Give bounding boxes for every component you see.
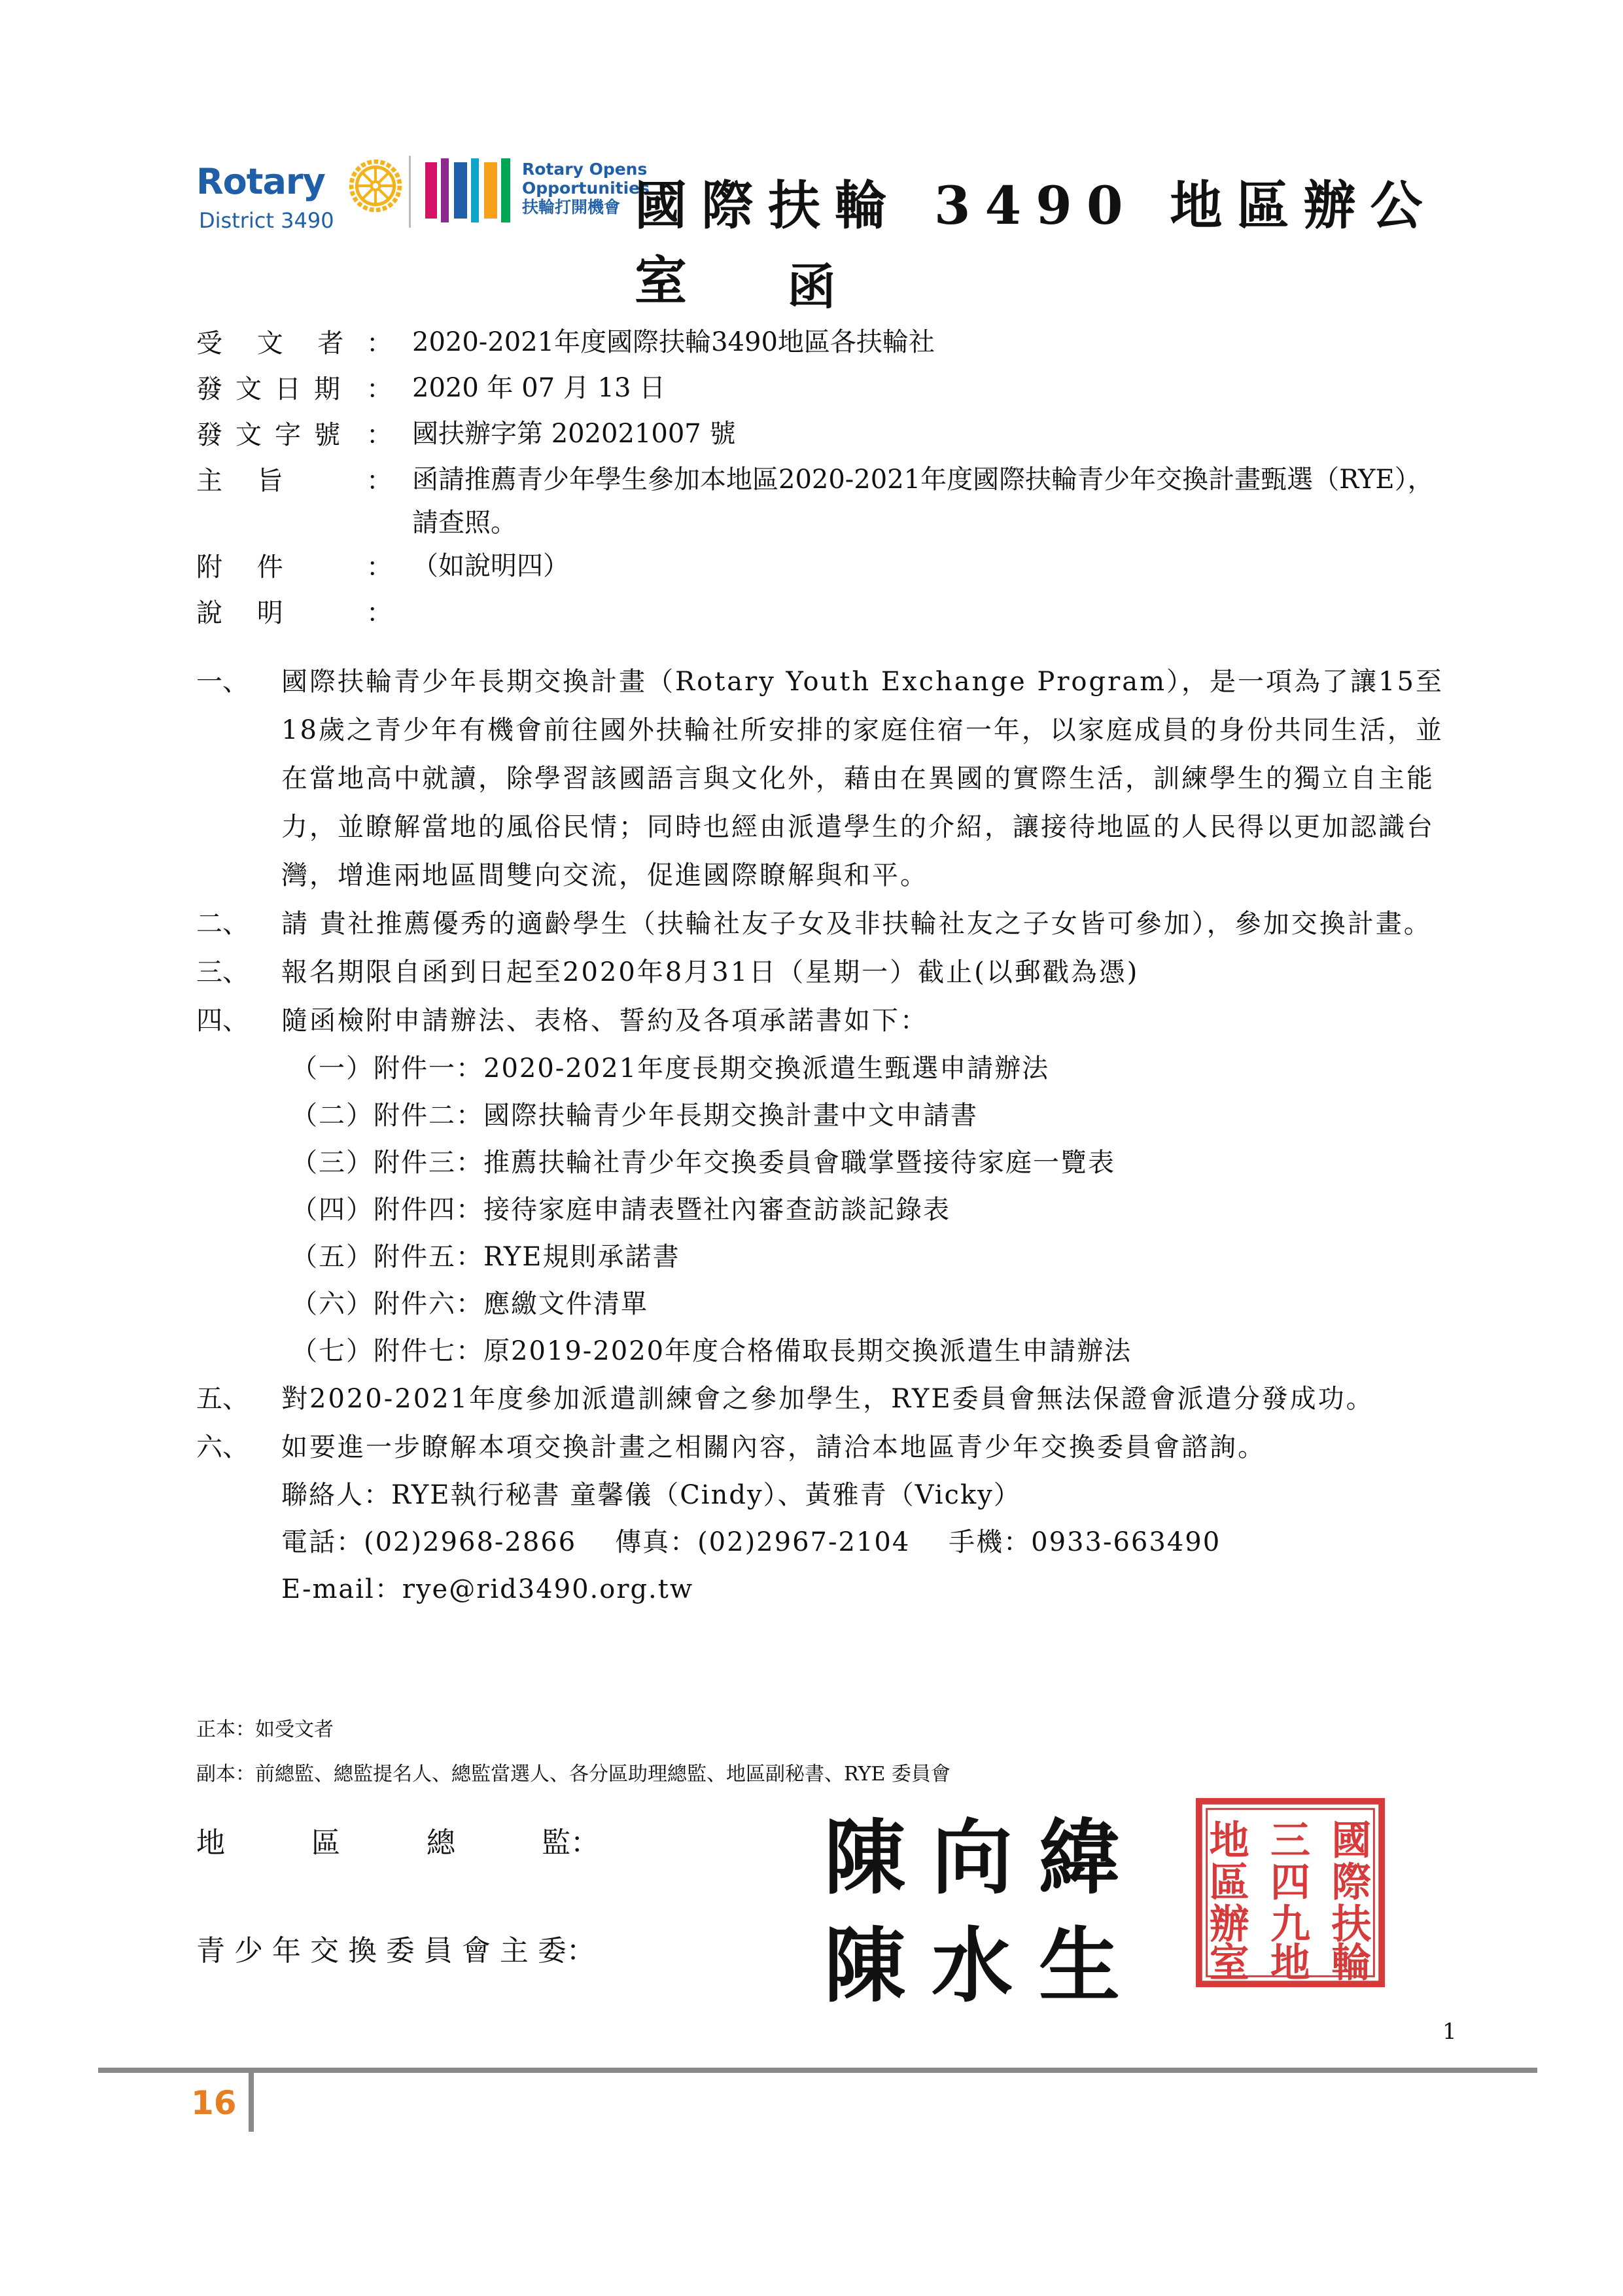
explanation-item	[196, 1423, 1452, 1472]
explanation-item	[196, 997, 1452, 1045]
footer-tick	[249, 2073, 254, 2132]
contact-person: 聯絡人：RYE執行秘書 童馨儀（Cindy）、黃雅青（Vicky）	[281, 1480, 1021, 1510]
attachment-item: （二）附件二：國際扶輪青少年長期交換計畫中文申請書	[291, 1101, 978, 1131]
svg-text:三: 三	[1270, 1817, 1310, 1864]
office-seal-stamp	[1194, 1796, 1387, 1989]
opens-line-1: Rotary Opens	[522, 160, 648, 179]
svg-text:輪: 輪	[1331, 1939, 1372, 1987]
carbon-copy: 副本：前總監、總監提名人、總監當選人、各分區助理總監、地區副秘書、RYE 委員會	[196, 1763, 951, 1786]
explanation-item	[196, 1375, 1452, 1423]
meta-date	[196, 366, 1452, 412]
explanation-item	[196, 900, 1452, 948]
letterhead	[177, 149, 1459, 311]
item-text: 對2020-2021年度參加派遣訓練會之參加學生，RYE委員會無法保證會派遣分發成功。	[281, 1384, 1374, 1414]
meta-subject	[196, 458, 1452, 544]
item-text: 請 貴社推薦優秀的適齡學生（扶輪社友子女及非扶輪社友之子女皆可參加），參加交換計畫。	[281, 909, 1432, 939]
svg-text:扶: 扶	[1331, 1901, 1372, 1948]
rotary-logo	[196, 161, 406, 233]
original-recipient: 正本：如受文者	[196, 1718, 334, 1741]
attachment-item: （五）附件五：RYE規則承諾書	[291, 1242, 680, 1272]
meta-colon: ：	[366, 420, 393, 450]
signature-title: 青 少 年 交 換 委 員 會 主 委：	[196, 1934, 595, 1968]
contact-email[interactable]: E-mail：rye@rid3490.org.tw	[281, 1574, 694, 1604]
item-text: 如要進一步瞭解本項交換計畫之相關內容，請洽本地區青少年交換委員會諮詢。	[281, 1432, 1266, 1462]
item-number: 三、	[196, 957, 249, 987]
meta-recipient	[196, 321, 1452, 366]
distribution-list	[196, 1708, 951, 1797]
item-number: 二、	[196, 909, 249, 939]
item-text: 國際扶輪青少年長期交換計畫（Rotary Youth Exchange Program），是一項為了讓15至18歲之青少年有機會前往國外扶輪社所安排的家庭住宿一年，以家庭成員的身份共同生活，並在當地高中就讀，除學習該國語言與文化外，藉由在異國的實際生活，訓練學生的獨立自主能力，並瞭解當地的風俗民情；同時也經由派遣學生的介紹，讓接待地區的人民得以更加認識台灣，增進兩地區間雙向交流，促進國際瞭解與和平。	[281, 667, 1444, 891]
svg-text:辦: 辦	[1209, 1901, 1249, 1948]
opens-line-3: 扶輪打開機會	[522, 198, 621, 217]
meta-colon: ：	[366, 598, 393, 628]
meta-label: 附 件	[196, 552, 296, 582]
attachment-item: （六）附件六：應繳文件清單	[291, 1289, 648, 1319]
meta-value: 函請推薦青少年學生參加本地區2020-2021年度國際扶輪青少年交換計畫甄選（RYE），請查照。	[412, 465, 1434, 538]
meta-explanation	[196, 590, 1452, 636]
svg-text:地: 地	[1209, 1817, 1249, 1864]
attachment-item: （一）附件一：2020-2021年度長期交換派遣生甄選申請辦法	[291, 1053, 1050, 1084]
svg-text:區: 區	[1209, 1859, 1249, 1906]
meta-value: 2020-2021年度國際扶輪3490地區各扶輪社	[412, 327, 935, 357]
meta-doc-number	[196, 412, 1452, 458]
document-type: 函	[787, 259, 836, 315]
attachment-item: （七）附件七：原2019-2020年度合格備取長期交換派遣生申請辦法	[291, 1336, 1132, 1366]
svg-text:四: 四	[1270, 1859, 1310, 1906]
logo-separator	[409, 156, 411, 228]
signature-name: 陳水生	[824, 1918, 1147, 2013]
meta-label: 說 明	[196, 598, 296, 628]
attachment-item: （四）附件四：接待家庭申請表暨社內審查訪談記錄表	[291, 1195, 951, 1225]
rotary-opens-opportunities-logo	[425, 157, 650, 229]
contact-phone: 電話：(02)2968-2866 傳真：(02)2967-2104 手機：0933-663490	[281, 1527, 1221, 1557]
opens-opportunities-bars-icon	[425, 158, 517, 222]
signature-name: 陳向緯	[824, 1810, 1147, 1905]
meta-label: 發文字號	[196, 420, 353, 450]
meta-colon: ：	[366, 466, 393, 496]
meta-value	[412, 590, 1452, 636]
item-text: 報名期限自函到日起至2020年8月31日（星期一）截止(以郵戳為憑)	[281, 957, 1140, 987]
opens-line-2: Opportunities	[522, 179, 650, 198]
svg-text:際: 際	[1331, 1859, 1372, 1906]
svg-text:九: 九	[1270, 1901, 1310, 1948]
meta-colon: ：	[366, 328, 393, 359]
item-number: 一、	[196, 667, 249, 697]
meta-label: 發文日期	[196, 374, 353, 404]
meta-value: （如說明四）	[412, 551, 569, 581]
document-meta	[196, 321, 1452, 636]
item-number: 六、	[196, 1432, 249, 1462]
svg-text:地: 地	[1270, 1939, 1310, 1987]
meta-value: 國扶辦字第 202021007 號	[412, 419, 736, 449]
meta-attachment	[196, 544, 1452, 590]
footer-page-number: 16	[191, 2084, 237, 2122]
item-number: 五、	[196, 1384, 249, 1414]
rotary-wordmark: Rotary	[196, 161, 325, 202]
explanation-item	[196, 948, 1452, 997]
meta-colon: ：	[366, 552, 393, 582]
meta-label: 受 文 者	[196, 328, 357, 359]
item-text: 隨函檢附申請辦法、表格、誓約及各項承諾書如下：	[281, 1006, 928, 1036]
opens-opportunities-text	[522, 160, 650, 217]
rotary-wheel-icon	[348, 158, 403, 213]
meta-colon: ：	[366, 374, 393, 404]
meta-label: 主 旨	[196, 466, 296, 496]
attachment-item: （三）附件三：推薦扶輪社青少年交換委員會職掌暨接待家庭一覽表	[291, 1148, 1115, 1178]
explanation-body	[196, 658, 1452, 1613]
signature-title: 地 區 總 監：	[196, 1826, 599, 1860]
page-number: 1	[1442, 2019, 1457, 2045]
explanation-item	[196, 658, 1452, 900]
office-title: 國際扶輪 3490 地區辦公室	[635, 175, 1437, 311]
svg-text:室: 室	[1209, 1939, 1249, 1987]
svg-text:國: 國	[1331, 1817, 1372, 1864]
meta-value: 2020 年 07 月 13 日	[412, 373, 666, 403]
item-number: 四、	[196, 1006, 249, 1036]
footer-rule	[98, 2068, 1537, 2073]
rotary-district-label: District 3490	[199, 208, 334, 233]
